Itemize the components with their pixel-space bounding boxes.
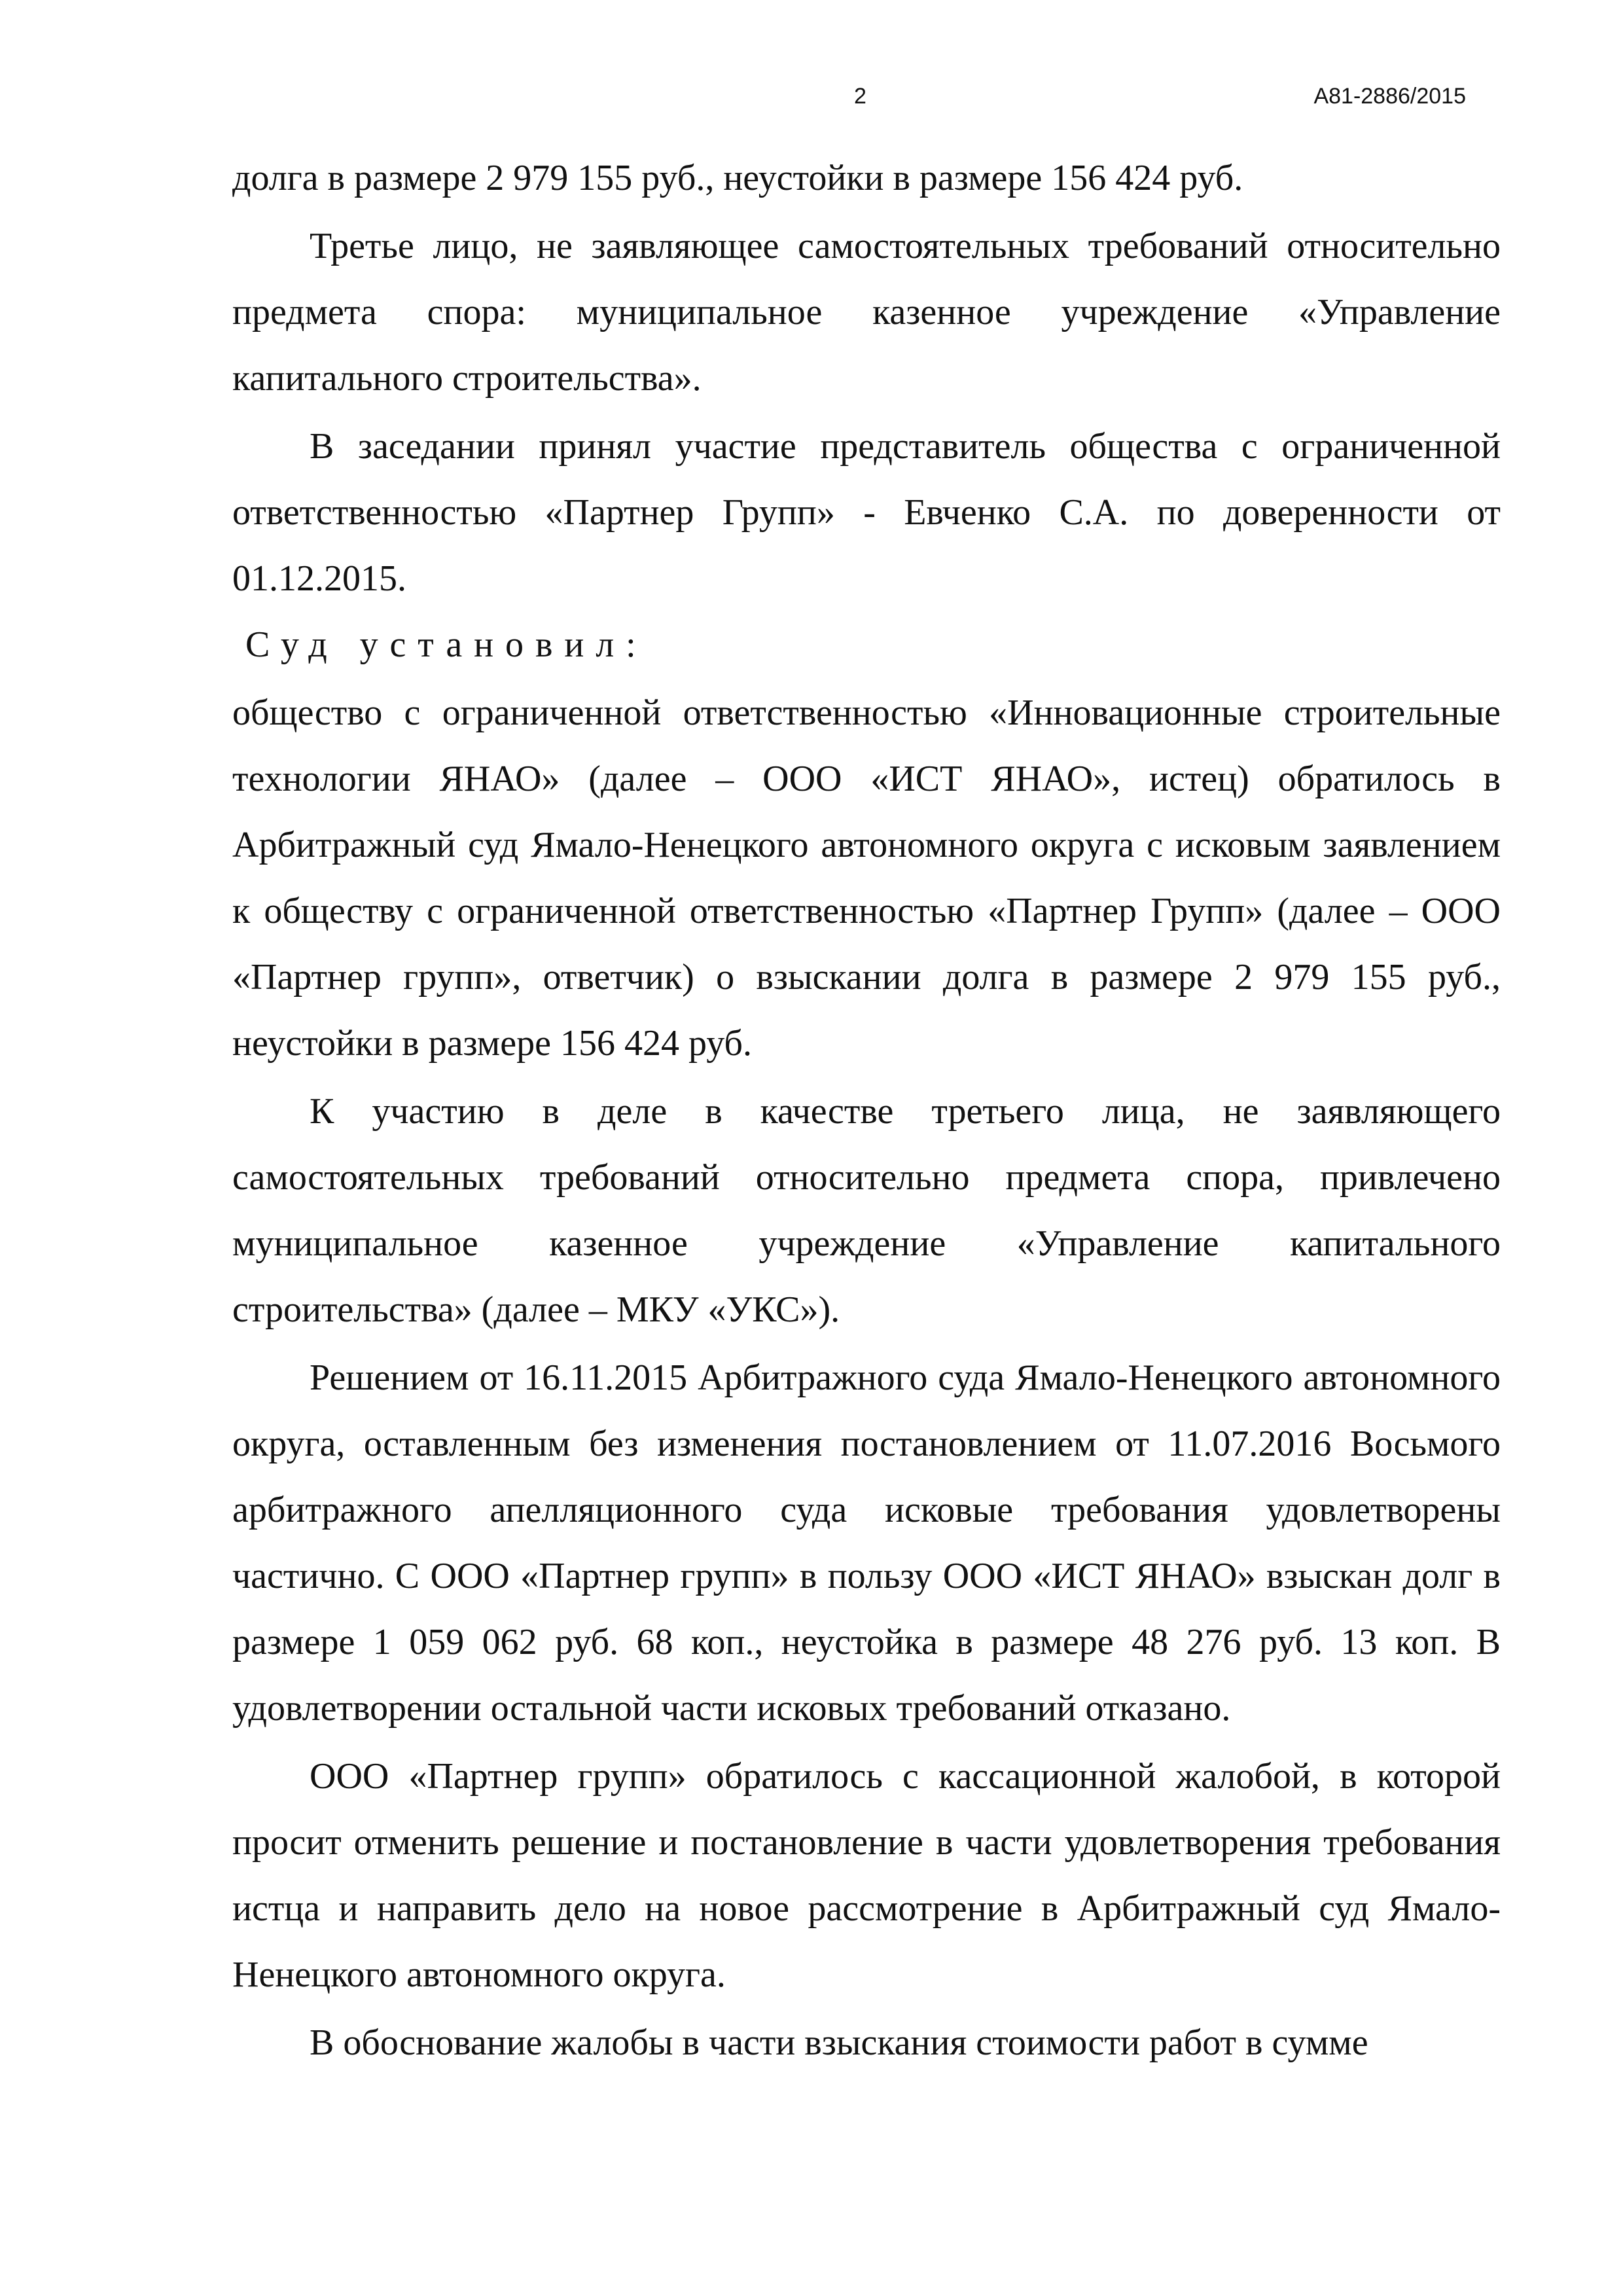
paragraph-cassation: ООО «Партнер групп» обратилось с кассационной жалобой, в которой просит отменить решение и постановление в части удовлетворения требования истца и направить дело на новое рассмотрение в Арбитражный суд Ямало-Ненецкого автономного округа. xyxy=(232,1756,1501,1995)
paragraph-third-party: Третье лицо, не заявляющее самостоятельных требований относительно предмета спора: муниципальное казенное учреждение «Управление капитального строительства». xyxy=(232,226,1501,399)
case-number: А81-2886/2015 xyxy=(1313,84,1466,109)
paragraph-participation: К участию в деле в качестве третьего лица, не заявляющего самостоятельных требований относительно предмета спора, привлечено муниципальное казенное учреждение «Управление капитального строительства» (далее – МКУ «УКС»). xyxy=(232,1091,1501,1330)
section-heading: Суд установил: xyxy=(245,624,648,665)
page-number: 2 xyxy=(854,84,866,109)
document-body xyxy=(232,145,1501,2076)
paragraph-claim: общество с ограниченной ответственностью «Инновационные строительные технологии ЯНАО» (далее – ООО «ИСТ ЯНАО», истец) обратилось в Арбитражный суд Ямало-Ненецкого автономного округа с исковым заявлением к обществу с ограниченной ответственностью «Партнер Групп» (далее – ООО «Партнер групп», ответчик) о взыскании долга в размере 2 979 155 руб., неустойки в размере 156 424 руб. xyxy=(232,692,1501,1064)
paragraph-decision: Решением от 16.11.2015 Арбитражного суда Ямало-Ненецкого автономного округа, оставленным без изменения постановлением от 11.07.2016 Восьмого арбитражного апелляционного суда исковые требования удовлетворены частично. С ООО «Партнер групп» в пользу ООО «ИСТ ЯНАО» взыскан долг в размере 1 059 062 руб. 68 коп., неустойка в размере 48 276 руб. 13 коп. В удовлетворении остальной части исковых требований отказано. xyxy=(232,1357,1501,1729)
paragraph-continuation: долга в размере 2 979 155 руб., неустойки в размере 156 424 руб. xyxy=(232,158,1243,198)
paragraph-hearing: В заседании принял участие представитель общества с ограниченной ответственностью «Партнер Групп» - Евченко С.А. по доверенности от 01.12.2015. xyxy=(232,426,1501,599)
paragraph-justification: В обоснование жалобы в части взыскания стоимости работ в сумме xyxy=(310,2022,1368,2063)
